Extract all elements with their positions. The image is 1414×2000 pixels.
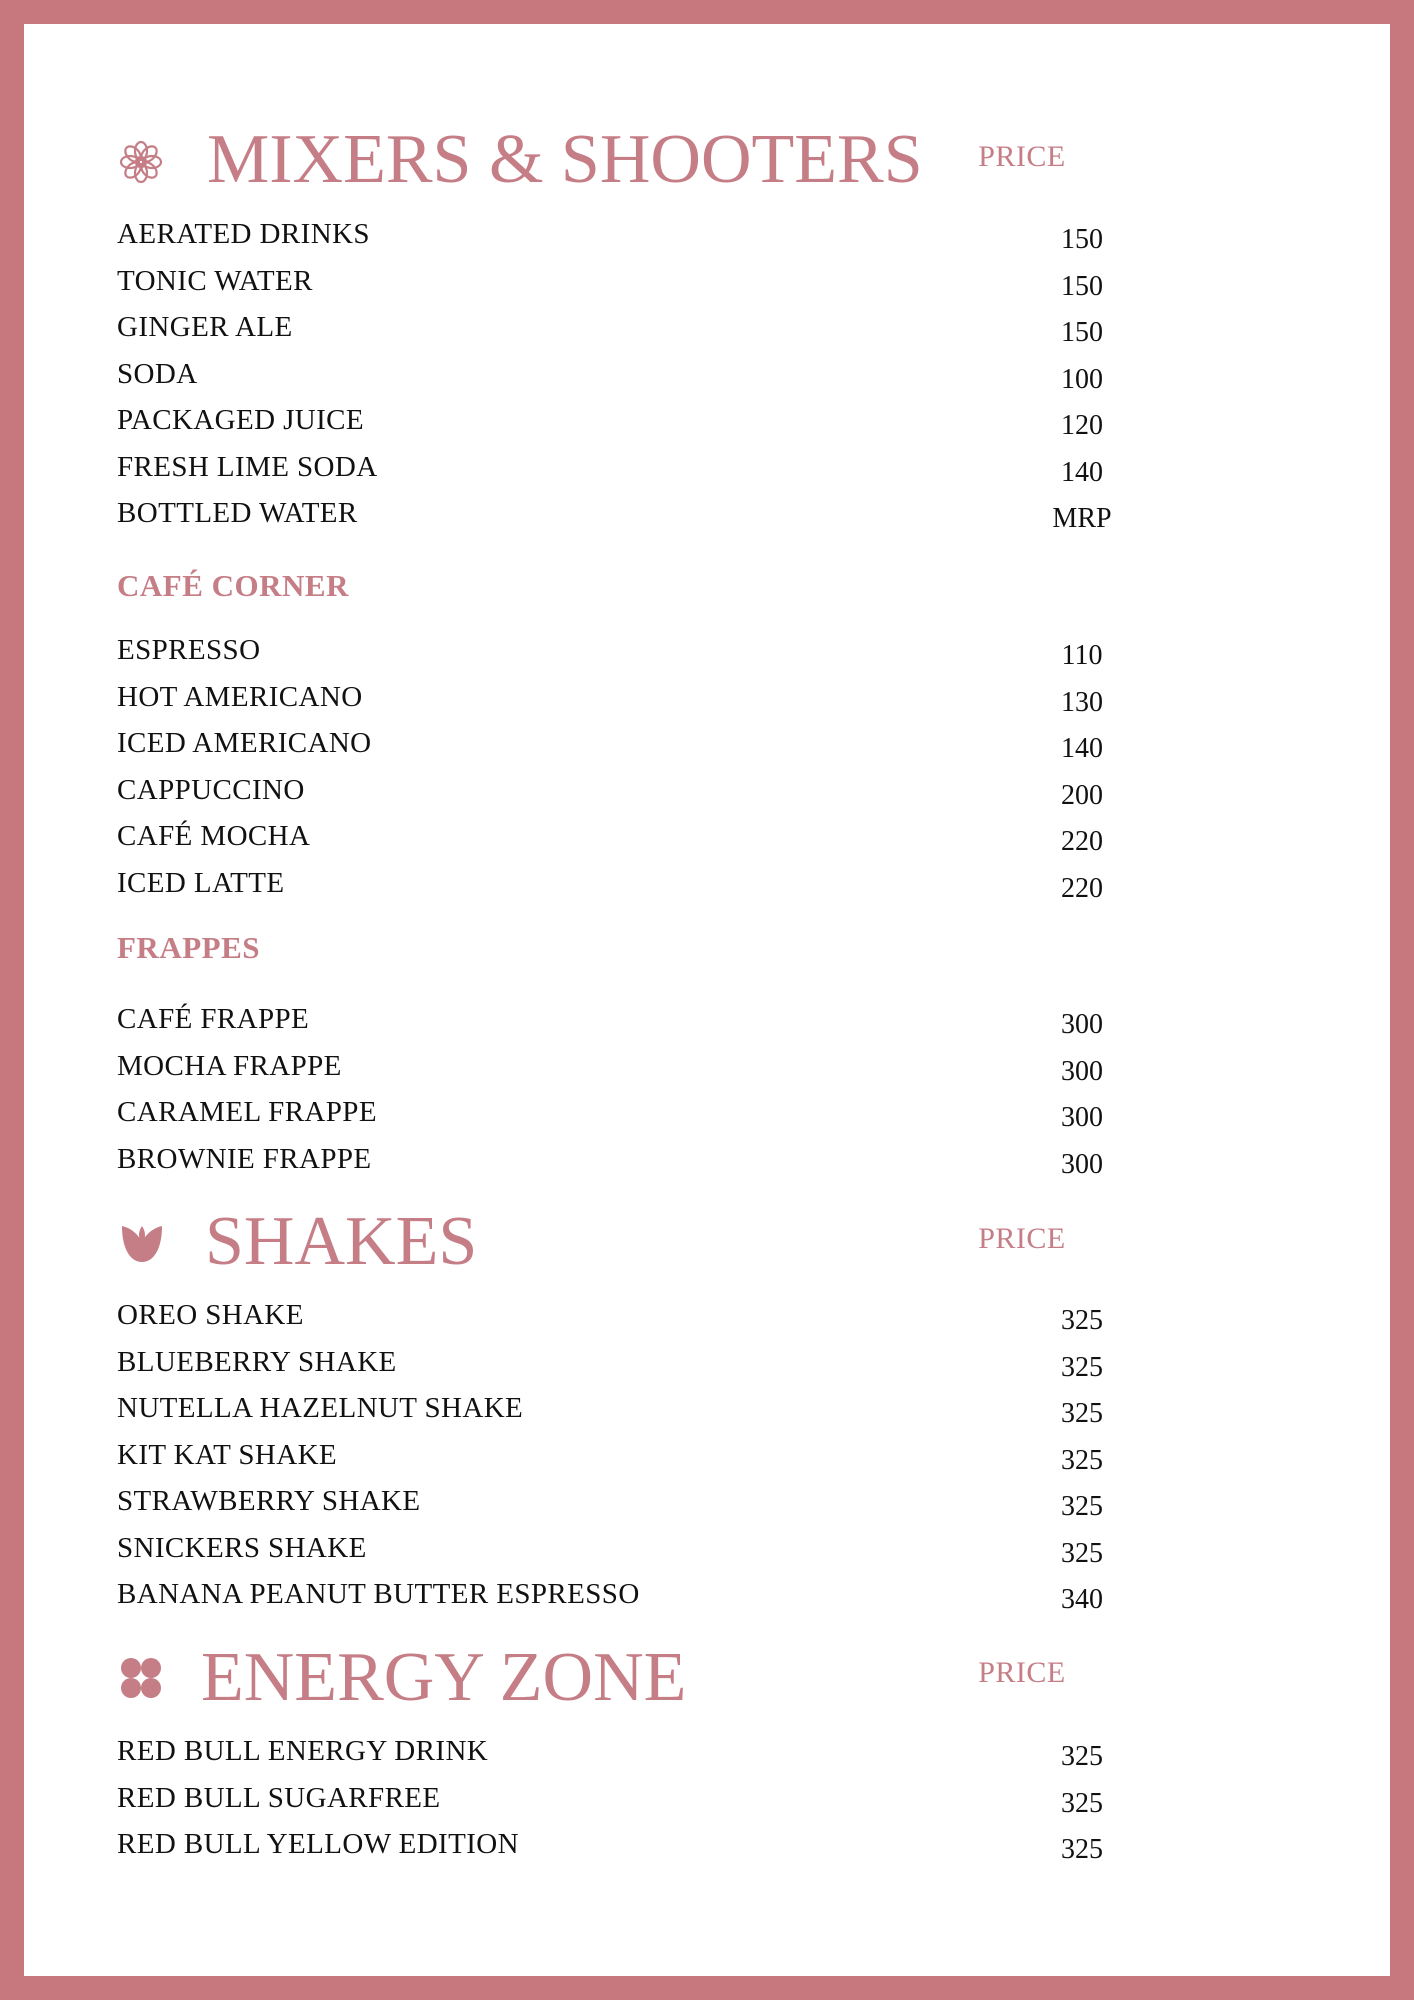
- menu-item: [117, 865, 1117, 905]
- item-name: CAPPUCCINO: [117, 773, 305, 806]
- menu-item: [117, 1001, 1117, 1041]
- item-name: BOTTLED WATER: [117, 497, 358, 529]
- item-price: 130: [1061, 686, 1103, 718]
- item-price: 300: [1061, 1148, 1103, 1180]
- menu-item: [117, 1733, 1117, 1773]
- item-price: 340: [1061, 1584, 1103, 1615]
- item-price: 220: [1061, 826, 1103, 857]
- item-name: MOCHA FRAPPE: [117, 1049, 342, 1082]
- item-price: 325: [1061, 1537, 1103, 1569]
- item-name: PACKAGED JUICE: [117, 404, 365, 436]
- price-column-header: PRICE: [978, 1222, 1066, 1255]
- item-price: MRP: [1052, 503, 1112, 534]
- item-price: 325: [1061, 1787, 1103, 1819]
- item-price: 325: [1061, 1741, 1103, 1772]
- menu-item: [117, 679, 1117, 719]
- item-name: NUTELLA HAZELNUT SHAKE: [117, 1392, 524, 1424]
- item-name: SNICKERS SHAKE: [117, 1531, 367, 1564]
- menu-item: [117, 1576, 1117, 1616]
- item-price: 140: [1061, 456, 1103, 488]
- item-name: FRESH LIME SODA: [117, 450, 378, 483]
- item-name: CAFÉ FRAPPE: [117, 1003, 310, 1035]
- cafe-corner-heading: CAFÉ CORNER: [117, 568, 349, 603]
- menu-item: [117, 216, 1117, 256]
- item-name: BROWNIE FRAPPE: [117, 1142, 372, 1175]
- item-price: 300: [1061, 1102, 1103, 1133]
- item-price: 325: [1061, 1351, 1103, 1383]
- section-title: MIXERS & SHOOTERS: [207, 121, 923, 198]
- item-name: GINGER ALE: [117, 311, 293, 343]
- menu-item: [117, 1483, 1117, 1523]
- menu-item: [117, 1826, 1117, 1866]
- menu-item: [117, 309, 1117, 349]
- menu-item: [117, 1437, 1117, 1477]
- item-price: 140: [1061, 733, 1103, 764]
- tulip-icon: [119, 1220, 165, 1271]
- item-name: STRAWBERRY SHAKE: [117, 1485, 421, 1517]
- menu-item: [117, 495, 1117, 535]
- item-name: OREO SHAKE: [117, 1299, 304, 1331]
- menu-item: [117, 632, 1117, 672]
- menu-page: [24, 24, 1390, 1976]
- item-price: 300: [1061, 1009, 1103, 1040]
- item-price: 100: [1061, 363, 1103, 395]
- item-name: RED BULL SUGARFREE: [117, 1781, 441, 1814]
- menu-item: [117, 1141, 1117, 1181]
- menu-item: [117, 263, 1117, 303]
- menu-item: [117, 1780, 1117, 1820]
- item-price: 300: [1061, 1055, 1103, 1087]
- menu-item: [117, 1530, 1117, 1570]
- item-name: CAFÉ MOCHA: [117, 820, 311, 852]
- item-name: ICED LATTE: [117, 866, 285, 899]
- menu-item: [117, 356, 1117, 396]
- mandala-flower-icon: [119, 140, 163, 189]
- item-price: 150: [1061, 224, 1103, 255]
- item-name: HOT AMERICANO: [117, 680, 363, 713]
- item-name: ICED AMERICANO: [117, 727, 372, 759]
- price-column-header: PRICE: [978, 1656, 1066, 1689]
- item-name: AERATED DRINKS: [117, 218, 370, 250]
- item-name: KIT KAT SHAKE: [117, 1438, 338, 1471]
- item-price: 220: [1061, 872, 1103, 904]
- item-price: 325: [1061, 1491, 1103, 1522]
- item-price: 325: [1061, 1398, 1103, 1429]
- menu-item: [117, 449, 1117, 489]
- item-price: 325: [1061, 1305, 1103, 1336]
- menu-item: [117, 1344, 1117, 1384]
- item-price: 110: [1061, 640, 1103, 671]
- price-column-header: PRICE: [978, 140, 1066, 173]
- menu-item: [117, 402, 1117, 442]
- menu-item: [117, 1048, 1117, 1088]
- menu-item: [117, 772, 1117, 812]
- item-name: CARAMEL FRAPPE: [117, 1096, 377, 1128]
- frappes-heading: FRAPPES: [117, 930, 260, 965]
- four-petal-flower-icon: [119, 1656, 163, 1705]
- item-price: 120: [1061, 410, 1103, 441]
- section-title: SHAKES: [205, 1203, 478, 1280]
- item-price: 200: [1061, 779, 1103, 811]
- item-name: BANANA PEANUT BUTTER ESPRESSO: [117, 1578, 640, 1610]
- item-price: 325: [1061, 1834, 1103, 1865]
- item-price: 150: [1061, 270, 1103, 302]
- item-name: RED BULL ENERGY DRINK: [117, 1735, 489, 1767]
- item-name: ESPRESSO: [117, 634, 261, 666]
- menu-item: [117, 1297, 1117, 1337]
- item-price: 325: [1061, 1444, 1103, 1476]
- item-name: BLUEBERRY SHAKE: [117, 1345, 397, 1378]
- menu-item: [117, 1094, 1117, 1134]
- item-name: TONIC WATER: [117, 264, 313, 297]
- item-name: RED BULL YELLOW EDITION: [117, 1828, 519, 1860]
- menu-item: [117, 1390, 1117, 1430]
- section-title: ENERGY ZONE: [201, 1639, 687, 1716]
- menu-item: [117, 725, 1117, 765]
- item-price: 150: [1061, 317, 1103, 348]
- item-name: SODA: [117, 357, 198, 390]
- menu-item: [117, 818, 1117, 858]
